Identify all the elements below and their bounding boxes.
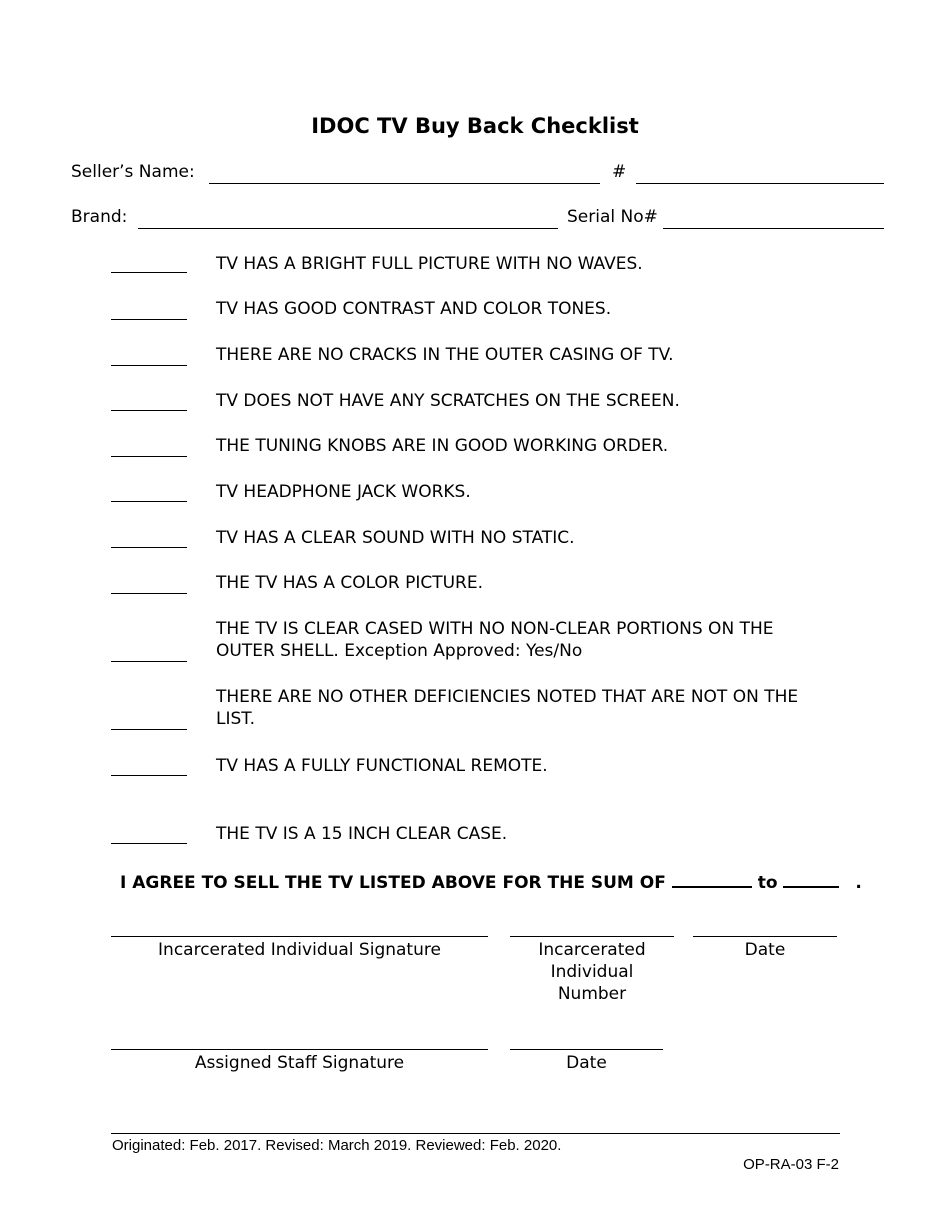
checklist-blank[interactable] [111, 843, 187, 844]
checklist-item: THERE ARE NO OTHER DEFICIENCIES NOTED THAT ARE NOT ON THE LIST. [216, 687, 799, 729]
checklist-blank[interactable] [111, 456, 187, 457]
inmate-number-line[interactable] [510, 936, 674, 937]
sum-to-field[interactable] [783, 870, 839, 888]
agreement-to: to [757, 873, 778, 893]
form-code: OP-RA-03 F-2 [743, 1156, 839, 1173]
seller-name-label: Seller’s Name: [71, 162, 195, 182]
checklist-item: THERE ARE NO CRACKS IN THE OUTER CASING OF TV. [216, 345, 674, 365]
checklist-item: TV HAS A CLEAR SOUND WITH NO STATIC. [216, 528, 575, 548]
brand-field[interactable] [138, 228, 558, 229]
checklist-blank[interactable] [111, 729, 187, 730]
checklist-blank[interactable] [111, 410, 187, 411]
seller-name-field[interactable] [209, 183, 600, 184]
staff-date-line[interactable] [510, 1049, 663, 1050]
staff-signature-label: Assigned Staff Signature [194, 1053, 405, 1073]
checklist-item: TV HAS GOOD CONTRAST AND COLOR TONES. [216, 299, 612, 319]
sum-from-field[interactable] [672, 870, 752, 888]
checklist-blank[interactable] [111, 547, 187, 548]
checklist-blank[interactable] [111, 319, 187, 320]
number-label: # [612, 162, 627, 182]
checklist-item: THE TV HAS A COLOR PICTURE. [216, 573, 484, 593]
checklist-item: THE TUNING KNOBS ARE IN GOOD WORKING ORDER. [216, 436, 669, 456]
page-title: IDOC TV Buy Back Checklist [311, 114, 639, 138]
checklist-item: THE TV IS CLEAR CASED WITH NO NON-CLEAR PORTIONS ON THE OUTER SHELL. Exception Approved: Yes/No [216, 619, 774, 661]
brand-label: Brand: [71, 207, 128, 227]
date-label: Date [744, 940, 786, 960]
number-field[interactable] [636, 183, 884, 184]
staff-signature-line[interactable] [111, 1049, 488, 1050]
serial-number-label: Serial No# [567, 207, 658, 227]
staff-date-label: Date [566, 1053, 607, 1073]
inmate-number-label: Incarcerated Individual Number [538, 940, 646, 1004]
footer-divider [111, 1133, 840, 1134]
checklist-item: TV DOES NOT HAVE ANY SCRATCHES ON THE SCREEN. [216, 391, 680, 411]
serial-number-field[interactable] [663, 228, 884, 229]
checklist-item: THE TV IS A 15 INCH CLEAR CASE. [216, 824, 508, 844]
checklist-item: TV HAS A BRIGHT FULL PICTURE WITH NO WAVES. [216, 254, 643, 274]
revision-history: Originated: Feb. 2017. Revised: March 2019. Reviewed: Feb. 2020. [112, 1137, 562, 1154]
checklist-item: TV HAS A FULLY FUNCTIONAL REMOTE. [216, 756, 548, 776]
inmate-signature-line[interactable] [111, 936, 488, 937]
agreement-period: . [855, 873, 862, 893]
agreement-statement [120, 870, 862, 894]
checklist-blank[interactable] [111, 365, 187, 366]
agreement-text: I AGREE TO SELL THE TV LISTED ABOVE FOR THE SUM OF [120, 873, 666, 893]
checklist-blank[interactable] [111, 661, 187, 662]
date-line[interactable] [693, 936, 837, 937]
checklist-item: TV HEADPHONE JACK WORKS. [216, 482, 471, 502]
checklist-blank[interactable] [111, 501, 187, 502]
checklist-blank[interactable] [111, 272, 187, 273]
checklist-blank[interactable] [111, 775, 187, 776]
inmate-signature-label: Incarcerated Individual Signature [158, 940, 441, 960]
checklist-blank[interactable] [111, 593, 187, 594]
